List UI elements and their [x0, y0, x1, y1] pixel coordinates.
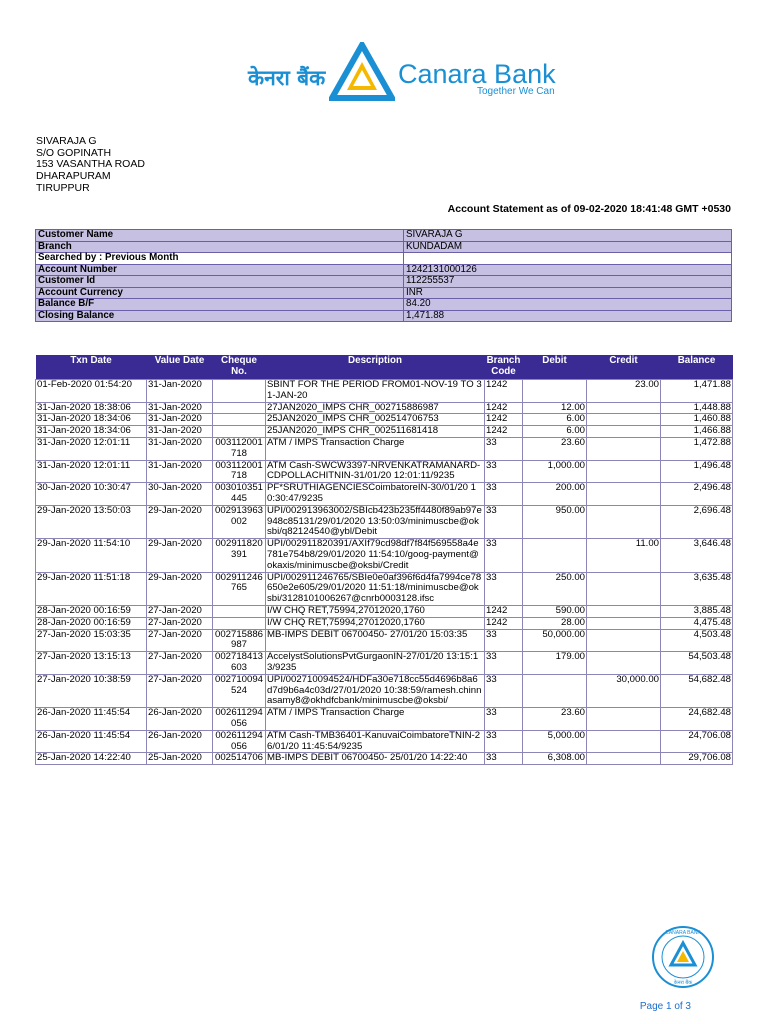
table-row [36, 426, 733, 438]
cheque-no-cell [213, 617, 266, 629]
balance-cell: 1,466.88 [661, 426, 733, 438]
txn-date-cell: 29-Jan-2020 11:54:10 [36, 539, 147, 572]
description-cell: 27JAN2020_IMPS CHR_002715886987 [266, 402, 485, 414]
credit-cell [587, 708, 661, 731]
info-label: Branch [36, 241, 404, 253]
description-cell: 25JAN2020_IMPS CHR_002511681418 [266, 426, 485, 438]
debit-cell: 23.60 [523, 708, 587, 731]
branch-code-cell: 1242 [485, 617, 523, 629]
info-label: Customer Name [36, 230, 404, 242]
balance-cell: 24,706.08 [661, 730, 733, 753]
bank-logo [0, 42, 768, 102]
cheque-no-cell: 003112001718 [213, 437, 266, 460]
debit-cell: 28.00 [523, 617, 587, 629]
balance-cell: 4,503.48 [661, 629, 733, 652]
txn-date-cell: 25-Jan-2020 14:22:40 [36, 753, 147, 765]
transactions-table [35, 355, 733, 765]
txn-date-cell: 31-Jan-2020 18:38:06 [36, 402, 147, 414]
table-row [36, 605, 733, 617]
txn-date-cell: 28-Jan-2020 00:16:59 [36, 617, 147, 629]
value-date-cell: 31-Jan-2020 [147, 437, 213, 460]
description-cell: ATM Cash-TMB36401-KanuvaiCoimbatoreTNIN-26/01/20 11:45:54/9235 [266, 730, 485, 753]
credit-cell [587, 402, 661, 414]
value-date-cell: 27-Jan-2020 [147, 629, 213, 652]
info-row [36, 253, 732, 265]
info-label: Balance B/F [36, 299, 404, 311]
description-cell: UPI/002911246765/SBIe0e0af396f6d4fa7994ce78650e2e605/29/01/2020 11:51:18/minimuscbe@oksbi/3128101006267@cnrb0003128.ifsc [266, 572, 485, 605]
info-row [36, 241, 732, 253]
info-row [36, 287, 732, 299]
info-label: Closing Balance [36, 310, 404, 322]
table-row [36, 730, 733, 753]
txn-date-cell: 27-Jan-2020 15:03:35 [36, 629, 147, 652]
debit-cell [523, 539, 587, 572]
debit-cell: 12.00 [523, 402, 587, 414]
balance-cell: 1,472.88 [661, 437, 733, 460]
cheque-no-cell: 002715886987 [213, 629, 266, 652]
description-cell: ATM Cash-SWCW3397-NRVENKATRAMANARD-CDPOLLACHITNIN-31/01/20 12:01:11/9235 [266, 460, 485, 483]
branch-code-cell: 33 [485, 437, 523, 460]
cheque-no-cell: 002911246765 [213, 572, 266, 605]
table-row [36, 572, 733, 605]
info-row [36, 276, 732, 288]
value-date-cell: 31-Jan-2020 [147, 402, 213, 414]
info-row [36, 299, 732, 311]
info-label: Account Currency [36, 287, 404, 299]
txn-date-cell: 31-Jan-2020 12:01:11 [36, 437, 147, 460]
branch-code-cell: 33 [485, 505, 523, 538]
txn-date-cell: 29-Jan-2020 11:51:18 [36, 572, 147, 605]
branch-code-cell: 33 [485, 708, 523, 731]
address-line: DHARAPURAM [36, 170, 111, 183]
description-cell: UPI/002710094524/HDFa30e718cc55d4696b8a6d7d9b6a4c03d/27/01/2020 10:38:59/ramesh.chinnasamy8@okhdfcbank/minimuscbe@oksbi/ [266, 674, 485, 707]
table-row [36, 460, 733, 483]
col-txn-date: Txn Date [36, 355, 147, 380]
balance-cell: 2,696.48 [661, 505, 733, 538]
info-label: Searched by : Previous Month [36, 253, 404, 265]
col-branch-code: Branch Code [485, 355, 523, 380]
credit-cell: 11.00 [587, 539, 661, 572]
balance-cell: 1,448.88 [661, 402, 733, 414]
txn-date-cell: 31-Jan-2020 18:34:06 [36, 414, 147, 426]
table-row [36, 617, 733, 629]
balance-cell: 1,496.48 [661, 460, 733, 483]
branch-code-cell: 33 [485, 652, 523, 675]
info-row [36, 230, 732, 242]
table-row [36, 483, 733, 506]
col-cheque-no: Cheque No. [213, 355, 266, 380]
seal-text-bottom: केनरा बैंक [673, 980, 693, 986]
credit-cell [587, 414, 661, 426]
value-date-cell: 25-Jan-2020 [147, 753, 213, 765]
debit-cell: 5,000.00 [523, 730, 587, 753]
debit-cell: 23.60 [523, 437, 587, 460]
credit-cell [587, 730, 661, 753]
table-row [36, 753, 733, 765]
cheque-no-cell: 002911820391 [213, 539, 266, 572]
credit-cell [587, 460, 661, 483]
debit-cell [523, 674, 587, 707]
branch-code-cell: 1242 [485, 380, 523, 403]
branch-code-cell: 33 [485, 730, 523, 753]
value-date-cell: 31-Jan-2020 [147, 414, 213, 426]
table-row [36, 402, 733, 414]
txn-date-cell: 27-Jan-2020 13:15:13 [36, 652, 147, 675]
value-date-cell: 26-Jan-2020 [147, 730, 213, 753]
cheque-no-cell: 003010351445 [213, 483, 266, 506]
cheque-no-cell: 002718413603 [213, 652, 266, 675]
table-row [36, 539, 733, 572]
txn-date-cell: 26-Jan-2020 11:45:54 [36, 730, 147, 753]
txn-date-cell: 31-Jan-2020 18:34:06 [36, 426, 147, 438]
info-label: Account Number [36, 264, 404, 276]
info-value: 84.20 [404, 299, 732, 311]
col-credit: Credit [587, 355, 661, 380]
branch-code-cell: 1242 [485, 414, 523, 426]
credit-cell [587, 437, 661, 460]
balance-cell: 29,706.08 [661, 753, 733, 765]
debit-cell [523, 380, 587, 403]
balance-cell: 3,646.48 [661, 539, 733, 572]
page-number: Page 1 of 3 [639, 1001, 691, 1012]
debit-cell: 6.00 [523, 426, 587, 438]
info-value: KUNDADAM [404, 241, 732, 253]
description-cell: AccelystSolutionsPvtGurgaonIN-27/01/20 13:15:13/9235 [266, 652, 485, 675]
info-label: Customer Id [36, 276, 404, 288]
branch-code-cell: 33 [485, 753, 523, 765]
value-date-cell: 31-Jan-2020 [147, 460, 213, 483]
customer-address [36, 136, 145, 195]
value-date-cell: 31-Jan-2020 [147, 380, 213, 403]
credit-cell: 23.00 [587, 380, 661, 403]
debit-cell: 200.00 [523, 483, 587, 506]
table-row [36, 414, 733, 426]
col-value-date: Value Date [147, 355, 213, 380]
credit-cell [587, 617, 661, 629]
credit-cell [587, 426, 661, 438]
txn-date-cell: 27-Jan-2020 10:38:59 [36, 674, 147, 707]
credit-cell: 30,000.00 [587, 674, 661, 707]
txn-date-cell: 26-Jan-2020 11:45:54 [36, 708, 147, 731]
col-balance: Balance [661, 355, 733, 380]
cheque-no-cell: 002611294056 [213, 708, 266, 731]
value-date-cell: 27-Jan-2020 [147, 605, 213, 617]
txn-date-cell: 31-Jan-2020 12:01:11 [36, 460, 147, 483]
balance-cell: 54,503.48 [661, 652, 733, 675]
cheque-no-cell: 002710094524 [213, 674, 266, 707]
cheque-no-cell [213, 414, 266, 426]
cheque-no-cell: 002913963002 [213, 505, 266, 538]
info-row [36, 264, 732, 276]
txn-date-cell: 28-Jan-2020 00:16:59 [36, 605, 147, 617]
info-value: 112255537 [404, 276, 732, 288]
table-row [36, 708, 733, 731]
value-date-cell: 27-Jan-2020 [147, 652, 213, 675]
info-value: 1242131000126 [404, 264, 732, 276]
table-header-row [36, 355, 733, 380]
info-value [404, 253, 732, 265]
credit-cell [587, 629, 661, 652]
description-cell: MB-IMPS DEBIT 06700450- 25/01/20 14:22:40 [266, 753, 485, 765]
bank-name-hindi: केनरा बैंक [248, 66, 326, 90]
description-cell: MB-IMPS DEBIT 06700450- 27/01/20 15:03:35 [266, 629, 485, 652]
txn-date-cell: 30-Jan-2020 10:30:47 [36, 483, 147, 506]
bank-name: Canara Bank [398, 59, 556, 89]
value-date-cell: 31-Jan-2020 [147, 426, 213, 438]
address-line: 153 VASANTHA ROAD [36, 158, 145, 171]
canara-triangle-icon [329, 42, 395, 102]
credit-cell [587, 505, 661, 538]
description-cell: 25JAN2020_IMPS CHR_002514706753 [266, 414, 485, 426]
value-date-cell: 29-Jan-2020 [147, 505, 213, 538]
info-value: INR [404, 287, 732, 299]
txn-date-cell: 29-Jan-2020 13:50:03 [36, 505, 147, 538]
col-description: Description [266, 355, 485, 380]
table-row [36, 674, 733, 707]
value-date-cell: 27-Jan-2020 [147, 617, 213, 629]
debit-cell: 6,308.00 [523, 753, 587, 765]
statement-title: Account Statement as of 09-02-2020 18:41:48 GMT +0530 [447, 203, 731, 215]
description-cell: I/W CHQ RET,75994,27012020,1760 [266, 617, 485, 629]
description-cell: ATM / IMPS Transaction Charge [266, 708, 485, 731]
cheque-no-cell [213, 380, 266, 403]
bank-seal-icon [651, 925, 715, 989]
branch-code-cell: 33 [485, 572, 523, 605]
balance-cell: 1,460.88 [661, 414, 733, 426]
balance-cell: 2,496.48 [661, 483, 733, 506]
address-line: TIRUPPUR [36, 181, 90, 194]
table-row [36, 505, 733, 538]
debit-cell: 50,000.00 [523, 629, 587, 652]
credit-cell [587, 605, 661, 617]
account-info-table [35, 229, 732, 322]
branch-code-cell: 1242 [485, 605, 523, 617]
info-row [36, 310, 732, 322]
cheque-no-cell [213, 605, 266, 617]
debit-cell: 1,000.00 [523, 460, 587, 483]
description-cell: UPI/002913963002/SBIcb423b235ff4480f89ab97e948c85131/29/01/2020 13:50:03/minimuscbe@oksbi/q82124540@ybl/Debit [266, 505, 485, 538]
txn-date-cell: 01-Feb-2020 01:54:20 [36, 380, 147, 403]
balance-cell: 24,682.48 [661, 708, 733, 731]
branch-code-cell: 33 [485, 539, 523, 572]
debit-cell: 250.00 [523, 572, 587, 605]
description-cell: PF*SRUTHIAGENCIESCoimbatoreIN-30/01/20 10:30:47/9235 [266, 483, 485, 506]
credit-cell [587, 753, 661, 765]
credit-cell [587, 483, 661, 506]
branch-code-cell: 33 [485, 629, 523, 652]
description-cell: I/W CHQ RET,75994,27012020,1760 [266, 605, 485, 617]
cheque-no-cell: 003112001718 [213, 460, 266, 483]
branch-code-cell: 33 [485, 483, 523, 506]
debit-cell: 6.00 [523, 414, 587, 426]
branch-code-cell: 1242 [485, 402, 523, 414]
balance-cell: 3,635.48 [661, 572, 733, 605]
value-date-cell: 27-Jan-2020 [147, 674, 213, 707]
debit-cell: 590.00 [523, 605, 587, 617]
info-value: 1,471.88 [404, 310, 732, 322]
table-row [36, 629, 733, 652]
cheque-no-cell [213, 426, 266, 438]
description-cell: ATM / IMPS Transaction Charge [266, 437, 485, 460]
balance-cell: 1,471.88 [661, 380, 733, 403]
col-debit: Debit [523, 355, 587, 380]
bank-tagline: Together We Can [477, 86, 555, 97]
credit-cell [587, 572, 661, 605]
address-line: SIVARAJA G [36, 135, 97, 147]
value-date-cell: 29-Jan-2020 [147, 539, 213, 572]
table-row [36, 652, 733, 675]
value-date-cell: 26-Jan-2020 [147, 708, 213, 731]
address-line: S/O GOPINATH [36, 146, 112, 159]
debit-cell: 179.00 [523, 652, 587, 675]
value-date-cell: 29-Jan-2020 [147, 572, 213, 605]
description-cell: SBINT FOR THE PERIOD FROM01-NOV-19 TO 31-JAN-20 [266, 380, 485, 403]
cheque-no-cell [213, 402, 266, 414]
table-row [36, 437, 733, 460]
cheque-no-cell: 002514706 [213, 753, 266, 765]
table-row [36, 380, 733, 403]
info-value: SIVARAJA G [404, 230, 732, 242]
branch-code-cell: 33 [485, 674, 523, 707]
seal-text-top: CANARA BANK [665, 930, 701, 936]
value-date-cell: 30-Jan-2020 [147, 483, 213, 506]
balance-cell: 4,475.48 [661, 617, 733, 629]
balance-cell: 3,885.48 [661, 605, 733, 617]
balance-cell: 54,682.48 [661, 674, 733, 707]
debit-cell: 950.00 [523, 505, 587, 538]
cheque-no-cell: 002611294056 [213, 730, 266, 753]
credit-cell [587, 652, 661, 675]
branch-code-cell: 33 [485, 460, 523, 483]
description-cell: UPI/002911820391/AXIf79cd98df7f84f569558a4e781e754b8/29/01/2020 11:54:10/goog-payment@okaxis/minimuscbe@oksbi/Credit [266, 539, 485, 572]
branch-code-cell: 1242 [485, 426, 523, 438]
